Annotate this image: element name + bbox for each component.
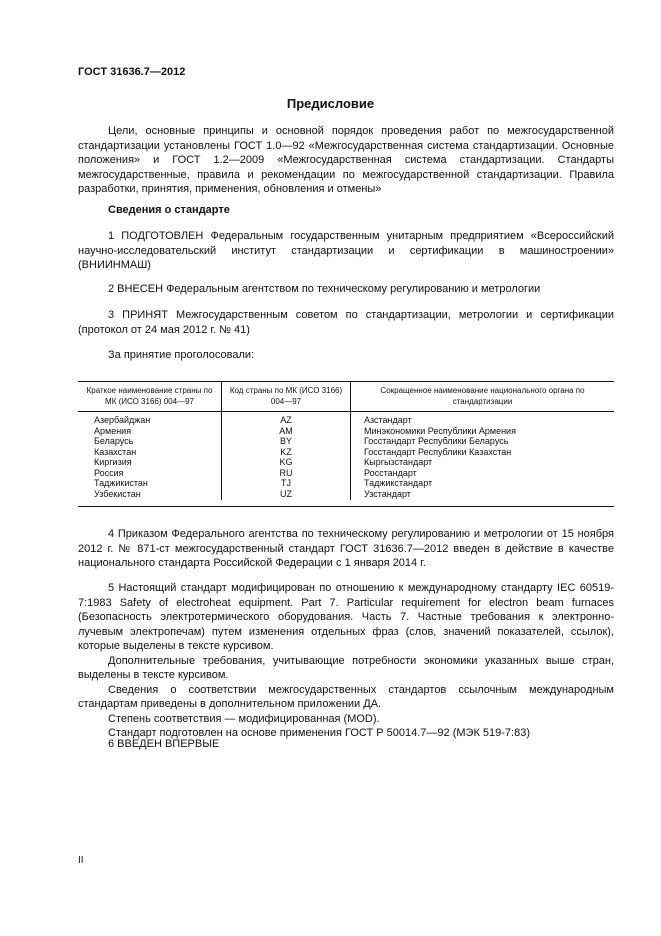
table-cell-code: KG — [222, 457, 351, 468]
table-row — [78, 447, 614, 458]
table-cell-code: KZ — [222, 447, 351, 458]
table-row — [78, 478, 614, 489]
table-header-body: Сокращенное наименование национального органа по стандартизации — [351, 381, 615, 412]
voting-countries-table — [78, 381, 614, 500]
item-2 — [78, 282, 614, 297]
table-row — [78, 412, 614, 426]
table-cell-code: BY — [222, 436, 351, 447]
table-row — [78, 457, 614, 468]
table-cell-country: Россия — [94, 467, 124, 478]
item-5-based-on: Стандарт подготовлен на основе применения ГОСТ Р 50014.7—92 (МЭК 519-7:83) — [108, 727, 531, 739]
voted-label — [78, 348, 614, 363]
item-5 — [78, 581, 614, 741]
item-6-text: 6 ВВЕДЕН ВПЕРВЫЕ — [108, 738, 220, 750]
item-4-text: 4 Приказом Федерального агентства по техническому регулированию и метрологии от 15 ноября 2012 г. № 871-ст межгосударственный стандарт ГОСТ 31636.7—2012 введен в действие в качестве национального стандарта Российской Федерации с 1 января 2014 г. — [78, 528, 614, 569]
table-cell-code: AM — [222, 426, 351, 437]
table-cell-code: UZ — [222, 489, 351, 501]
table-cell-country: Азербайджан — [94, 415, 151, 425]
table-cell-body: Узстандарт — [351, 489, 615, 501]
table-cell-body: Таджикстандарт — [351, 478, 615, 489]
page-number: II — [78, 855, 84, 866]
document-code-header: ГОСТ 31636.7—2012 — [78, 66, 186, 78]
table-cell-body: Минэкономики Республики Армения — [351, 426, 615, 437]
table-header-code: Код страны по МК (ИСО 3166) 004—97 — [222, 381, 351, 412]
table-header-row — [78, 381, 614, 412]
item-2-text: 2 ВНЕСЕН Федеральным агентством по техническому регулированию и метрологии — [108, 283, 541, 295]
table-cell-body: Росстандарт — [351, 468, 615, 479]
voted-label-text: За принятие проголосовали: — [108, 349, 255, 361]
table-row — [78, 489, 614, 501]
item-3-text: 3 ПРИНЯТ Межгосударственным советом по стандартизации, метрологии и сертификации (протокол от 24 мая 2012 г. № 41) — [78, 309, 614, 336]
table-cell-body: Госстандарт Республики Беларусь — [351, 436, 615, 447]
table-cell-country: Таджикистан — [94, 478, 148, 488]
table-header-country: Краткое наименование страны по МК (ИСО 3166) 004—97 — [78, 381, 222, 412]
table-cell-code: AZ — [222, 412, 351, 426]
intro-text: Цели, основные принципы и основной порядок проведения работ по межгосударственной стандартизации установлены ГОСТ 1.0—92 «Межгосударственная система стандартизации. Основные положения» и ГОСТ 1.2—2009 «Межгосударственная система стандартизации. Стандарты межгосударственные, правила и рекомендации по межгосударственной стандартизации. Правила разработки, принятия, применения, обновления и отмены» — [78, 125, 614, 195]
table-cell-country: Киргизия — [94, 457, 132, 467]
item-5-additional-requirements: Дополнительные требования, учитывающие потребности экономики указанных выше стран, выделены в тексте курсивом. — [78, 654, 614, 681]
item-5-text: 5 Настоящий стандарт модифицирован по отношению к международному стандарту IEC 60519-7:1983 Safety of electroheat equipment. Part 7. Particular requirement for electron beam furnaces (Безопасность электротермического оборудования. Часть 7. Частные требования к электронно-лучевым электропечам) путем изменения отдельных фраз (слов, значений показателей, ссылок), которые выделены в тексте курсивом. — [78, 582, 614, 652]
table-cell-country: Казахстан — [94, 446, 137, 457]
table-cell-body: Кыргызстандарт — [351, 457, 615, 468]
table-cell-body: Азстандарт — [351, 412, 615, 426]
item-4 — [78, 527, 614, 571]
item-1-text: 1 ПОДГОТОВЛЕН Федеральным государственным унитарным предприятием «Всероссийский научно-исследовательский институт стандартизации и сертификации в машиностроении» (ВНИИНМАШ) — [78, 230, 614, 271]
table-cell-code: TJ — [222, 478, 351, 489]
item-5-references-info: Сведения о соответствии межгосударственных стандартов ссылочным международным стандартам приведены в дополнительном приложении ДА. — [78, 683, 614, 710]
table-cell-code: RU — [222, 468, 351, 479]
item-5-conformity-degree: Степень соответствия — модифицированная (MOD). — [108, 712, 380, 725]
table-row — [78, 426, 614, 437]
table-cell-country: Узбекистан — [94, 488, 141, 499]
intro-paragraph — [78, 124, 614, 197]
table-row — [78, 468, 614, 479]
table-cell-country: Армения — [94, 425, 132, 436]
table-cell-country: Беларусь — [94, 436, 134, 446]
item-1 — [78, 229, 614, 273]
table-row — [78, 436, 614, 447]
item-3 — [78, 308, 614, 337]
section-heading: Сведения о стандарте — [108, 204, 230, 216]
item-6 — [78, 737, 614, 752]
table-cell-body: Госстандарт Республики Казахстан — [351, 447, 615, 458]
page-title: Предисловие — [286, 96, 375, 111]
